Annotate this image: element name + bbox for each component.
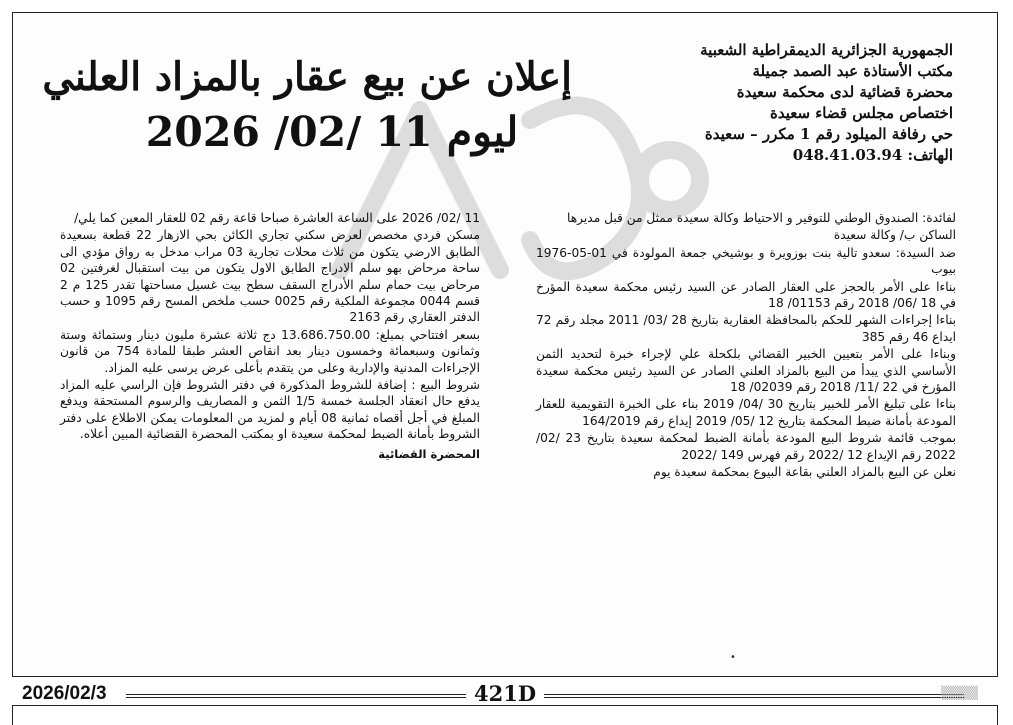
- sender-line-street: حي رفافة الميلود رقم 1 مكرر – سعيدة: [704, 125, 953, 143]
- paragraph-expert: وبناءا على الأمر بتعيين الخبير القضائي بلكحلة علي لإجراء خبرة لتحديد الثمن الأساسي الذي يبدأ من البيع بالمزاد العلني الصادر عن السيد رئيس محكمة سعيدة المؤرخ في 22 /11/ 2018 رقم 02039/ 18: [536, 347, 956, 395]
- paragraph-defendant: ضد السيدة: سعدو تالية بنت بوزويرة و بوشيخي جمعة المولودة في 01-05-1976 بيوب: [536, 245, 956, 277]
- right-column-text: [536, 210, 956, 482]
- mark-dot: •: [730, 652, 736, 663]
- signature: المحضرة القضائية: [378, 446, 480, 461]
- paragraph-sale-conditions: شروط البيع : إضافة للشروط المذكورة في دفتر الشروط فإن الراسي عليه المزاد يدفع حال انعقاد الجلسة خمسة 1/5 الثمن و المصاريف والرسوم المستحقة ويدفع المبلغ في أجل أقصاه ثمانية 08 أيام و لمزيد من المعلومات يمكن الاطلاع على دفتر الشروط بأمانة الضبط لمحكمة سعيدة او بمكتب المحضرة القضائية المبين أعلاه.: [60, 378, 481, 442]
- paragraph-opening-price: بسعر افتتاحي بمبلغ: 13.686.750.00 دج ثلاثة عشرة مليون دينار وستمائة وستة وثمانون وسبعمائة وخمسون دينار بعد انقاص العشر طبقا للمادة 754 من قانون الإجراءات المدنية والإدارية وعلى من يتقدم بأعلى عرض يرسى عليه المزاد.: [60, 327, 481, 375]
- paragraph-residence: الساكن ب/ وكالة سعيدة: [833, 228, 956, 243]
- next-announcement-frame: [12, 705, 998, 725]
- sender-line-phone: الهاتف: 048.41.03.94: [792, 146, 953, 164]
- sender-line-republic: الجمهورية الجزائرية الديمقراطية الشعبية: [700, 41, 953, 59]
- paragraph-property-description: مسكن فردي مخصص لعرض سكني تجاري الكائن بحي الازهار 22 قطعة بسعيدة الطابق الارضي يتكون من ثلاث محلات تجارية 03 مراب مدخل به رواق مؤدي الى ساحة مرحاض بهو سلم الادراج الطابق الاول يتكون من بيت استقبال لغرفتين 02 مرحاض بيت حمام سلم الأدراج السقف سطح بيت غسيل مساحتها تقدر 125 م 2 قسم 0044 مجموعة الملكية رقم 0025 حسب ملخص المسح رقم 1095 و حسب الدفتر العقاري رقم 2163: [60, 228, 480, 325]
- paragraph-seizure-order: بناءا على الأمر بالحجز على العقار الصادر عن السيد رئيس محكمة سعيدة المؤرخ في 18 /06/ 2018 رقم 01153/ 18: [536, 279, 956, 311]
- sender-line-court: محضرة قضائية لدى محكمة سعيدة: [736, 83, 953, 101]
- left-column-text: [60, 210, 480, 462]
- announcement-title: [42, 50, 572, 160]
- footer-rule-left: [126, 694, 466, 698]
- newspaper-logo: ▒▒▒▒: [941, 686, 978, 700]
- footer-code: 421D: [474, 681, 537, 706]
- title-line-2: ليوم 11 /02/ 2026: [145, 108, 519, 156]
- footer-date: 2026/02/3: [22, 683, 107, 704]
- paragraph-sale-date: 11 /02/ 2026 على الساعة العاشرة صباحا قاعة رقم 02 للعقار المعين كما يلي/: [74, 211, 480, 225]
- sender-line-office: مكتب الأستاذة عبد الصمد جميلة: [752, 62, 953, 80]
- footer-rule-right: [544, 694, 964, 698]
- paragraph-sale-announce: نعلن عن البيع بالمزاد العلني بقاعة البيوع بمحكمة سعيدة يوم: [653, 465, 956, 480]
- page-footer: [14, 683, 998, 707]
- sender-address-block: [653, 40, 953, 166]
- paragraph-expert-notice: بناءا على تبليغ الأمر للخبير بتاريخ 30 /04/ 2019 بناء على الخبرة التقويمية للعقار المودعة بأمانة ضبط المحكمة بتاريخ 12 /05/ 2019 إيداع رقم 164/2019: [536, 397, 957, 428]
- paragraph-publication: بناءا إجراءات الشهر للحكم بالمحافظة العقارية بتاريخ 28 /03/ 2011 مجلد رقم 72 ايداع 46 رقم 385: [536, 313, 957, 344]
- sender-line-jurisdiction: اختصاص مجلس قضاء سعيدة: [769, 104, 953, 122]
- title-line-1: إعلان عن بيع عقار بالمزاد العلني: [42, 54, 572, 100]
- paragraph-beneficiary: لفائدة: الصندوق الوطني للتوفير و الاحتياط وكالة سعيدة ممثل من قبل مديرها: [567, 211, 956, 225]
- paragraph-conditions-list: بموجب قائمة شروط البيع المودعة بأمانة الضبط لمحكمة سعيدة بتاريخ 23 /02/ 2022 رقم الإيداع 12 /2022 رقم فهرس 149 /2022: [536, 431, 956, 462]
